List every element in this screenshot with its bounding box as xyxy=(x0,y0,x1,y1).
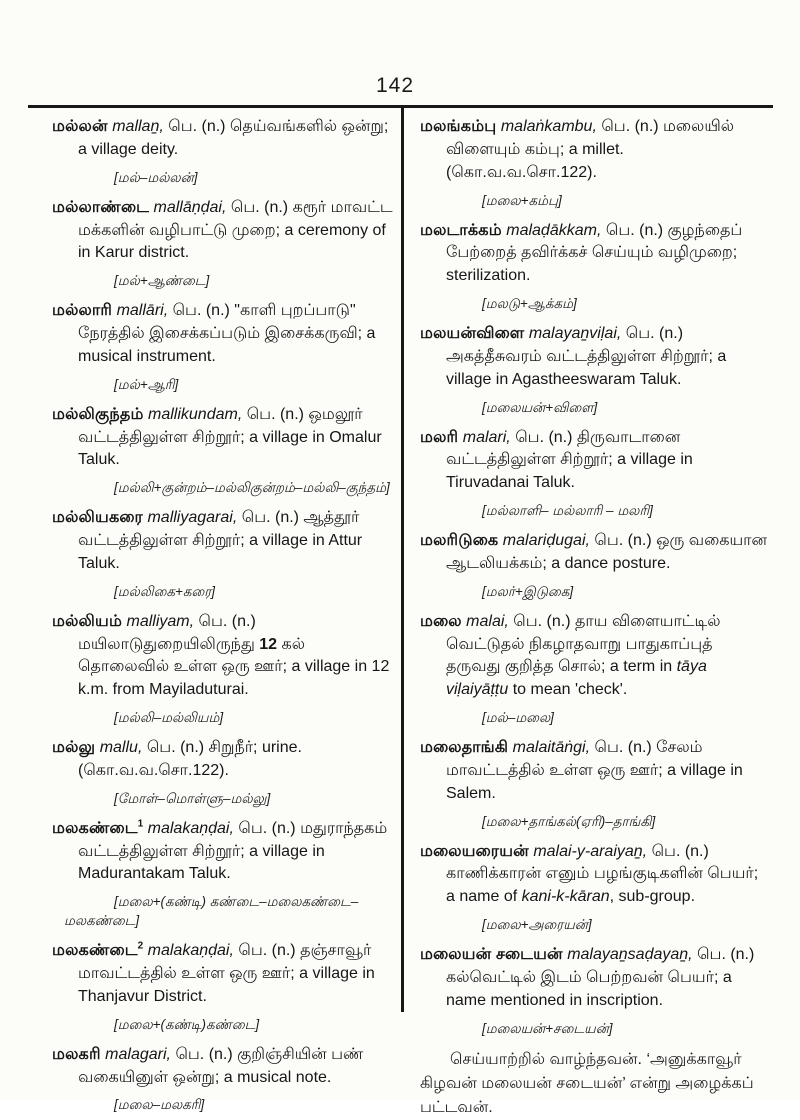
entry-definition: பெ. (n.) காணிக்காரன் எனும் பழங்குடிகளின் பெயர்; a name of kani-k-kāran, sub-group. xyxy=(446,842,759,906)
entry-etymology: [மலை–மலகரி] xyxy=(114,1097,205,1113)
entry-transliteration: mallaṉ, xyxy=(112,118,164,135)
entry-transliteration: malai-y-araiyaṉ, xyxy=(533,842,648,860)
entry-etymology: [மல்+ஆண்டை] xyxy=(114,273,210,289)
entry-definition: பெ. (n.) ஒமலூர் வட்டத்திலுள்ள சிற்றூர்; a village in Omalur Taluk. xyxy=(78,405,382,469)
dictionary-entry xyxy=(420,530,768,576)
entry-definition: பெ. (n.) கல்வெட்டில் இடம் பெற்றவன் பெயர்; a name mentioned in inscription. xyxy=(446,946,755,1009)
entry-headword: மல்லன் xyxy=(52,118,108,135)
entry-headword: மலரி xyxy=(420,428,459,446)
entry-headword: மலைதாங்கி xyxy=(420,739,509,757)
dictionary-entry xyxy=(420,841,768,910)
entry-transliteration: malliyam, xyxy=(126,612,195,630)
entry-headword: மல்லாரி xyxy=(52,302,113,320)
entry-transliteration: malariḍugai, xyxy=(502,532,590,550)
dictionary-entry xyxy=(420,944,768,1013)
entry-homograph-number: 2 xyxy=(137,940,144,952)
entry-transliteration: malakaṇḍai, xyxy=(147,819,234,837)
entry-homograph-number: 1 xyxy=(137,818,144,830)
entry-etymology: [மலையன்+விளை] xyxy=(482,399,598,415)
entry-definition: பெ. (n.) தாய விளையாட்டில் வெட்டுதல் நிகழாதவாறு பாதுகாப்புத் தருவது குறித்த சொல்; a term in tāya viḷaiyāṭṭu to mean 'check'. xyxy=(446,612,721,699)
entry-transliteration: malaitāṅgi, xyxy=(512,739,591,757)
entry-transliteration: mallu, xyxy=(99,739,143,757)
entry-etymology: [மலையன்+சடையன்] xyxy=(482,1020,613,1036)
entry-etymology: [மல்–மல்லன்] xyxy=(114,169,198,185)
dictionary-entry xyxy=(52,737,394,783)
entry-headword: மலடாக்கம் xyxy=(420,221,502,239)
entry-transliteration: mallāṇḍai, xyxy=(153,198,227,216)
dictionary-entry xyxy=(420,220,768,289)
entry-etymology: [மலடு+ஆக்கம்] xyxy=(482,296,577,312)
entry-transliteration: malliyagarai, xyxy=(147,509,238,527)
entry-headword: மலகண்டை xyxy=(52,819,138,837)
right-column xyxy=(420,116,768,1116)
entry-definition: பெ. (n.) தெய்வங்களில் ஒன்று; a village deity. xyxy=(78,118,389,158)
dictionary-entry xyxy=(420,427,768,496)
entry-definition: பெ. (n.) குழந்தைப் பேற்றைத் தவிர்க்கச் செய்யும் வழிமுறை; sterilization. xyxy=(446,221,743,285)
entry-definition: பெ. (n.) கரூர் மாவட்ட மக்களின் வழிபாட்டு முறை; a ceremony of in Karur district. xyxy=(78,198,393,262)
entry-headword: மலகண்டை xyxy=(52,942,138,960)
entry-etymology: [மலை+(கண்டி)கண்டை] xyxy=(114,1016,260,1032)
dictionary-entry xyxy=(52,818,394,887)
entry-definition: பெ. (n.) மயிலாடுதுறையிலிருந்து 12 கல் தொலைவில் உள்ள ஒரு ஊர்; a village in 12 k.m. from Mayiladuturai. xyxy=(78,612,390,699)
entry-headword: மலங்கம்பு xyxy=(420,118,497,135)
entry-etymology: [மல்லி–மல்லியம்] xyxy=(114,710,224,726)
dictionary-entry xyxy=(52,404,394,473)
entry-headword: மலயன்விளை xyxy=(420,325,525,343)
dictionary-entry xyxy=(52,940,394,1009)
entry-definition: பெ. (n.) அகத்தீசுவரம் வட்டத்திலுள்ள சிற்றூர்; a village in Agastheeswaram Taluk. xyxy=(446,325,727,388)
entry-transliteration: malari, xyxy=(462,428,511,446)
entry-definition: பெ. (n.) ஆத்தூர் வட்டத்திலுள்ள சிற்றூர்; a village in Attur Taluk. xyxy=(78,509,363,572)
entry-headword: மல்லியம் xyxy=(52,612,123,630)
entry-transliteration: malaṅkambu, xyxy=(500,118,597,135)
entry-definition: பெ. (n.) "காளி புறப்பாடு" நேரத்தில் இசைக்கப்படும் இசைக்கருவி; a musical instrument. xyxy=(78,302,376,365)
entry-etymology: [மல்லாளி– மல்லாரி – மலரி] xyxy=(482,503,653,519)
dictionary-entry xyxy=(52,611,394,703)
entry-definition: பெ. (n.) சேலம் மாவட்டத்தில் உள்ள ஒரு ஊர்; a village in Salem. xyxy=(446,739,743,802)
entry-transliteration: malaḍākkam, xyxy=(506,221,602,239)
entry-headword: மலையரையன் xyxy=(420,842,529,860)
column-divider xyxy=(401,105,404,1012)
dictionary-entry xyxy=(420,737,768,806)
dictionary-entry xyxy=(52,300,394,369)
entry-headword: மல்லு xyxy=(52,739,96,757)
entry-etymology: [மலை+அரையன்] xyxy=(482,917,592,933)
entry-definition: பெ. (n.) தஞ்சாவூர் மாவட்டத்தில் உள்ள ஒரு ஊர்; a village in Thanjavur District. xyxy=(78,942,375,1005)
entry-headword: மலையன் சடையன் xyxy=(420,946,563,964)
entry-etymology: [மல்–மலை] xyxy=(482,710,554,726)
entry-etymology: [மல்லிகை+கரை] xyxy=(114,583,215,599)
entry-transliteration: mallikundam, xyxy=(148,405,243,423)
entry-etymology: [மல்+ஆரி] xyxy=(114,376,179,392)
dictionary-entry xyxy=(420,116,768,185)
entry-transliteration: mallāri, xyxy=(116,302,169,320)
entry-headword: மல்லியகரை xyxy=(52,509,144,527)
entry-transliteration: malayaṉsaḍayaṉ, xyxy=(567,946,693,964)
entry-etymology: [மோள்–மொள்ளு–மல்லு] xyxy=(114,790,271,806)
dictionary-entry xyxy=(52,1044,394,1090)
page-number: 142 xyxy=(375,74,415,97)
entry-etymology: [மலர்+இடுகை] xyxy=(482,583,574,599)
entry-headword: மலரிடுகை xyxy=(420,532,499,550)
entry-etymology: [மலை+கம்பு] xyxy=(482,192,562,208)
entry-definition: பெ. (n.) மலையில் விளையும் கம்பு; a millet. (கொ.வ.வ.சொ.122). xyxy=(446,118,735,181)
dictionary-entry xyxy=(52,507,394,576)
entry-transliteration: malagari, xyxy=(105,1045,171,1063)
dictionary-entry xyxy=(52,116,394,162)
entry-transliteration: malai, xyxy=(466,612,509,630)
entry-etymology: [மலை+(கண்டி) கண்டை–மலைகண்டை–மலகண்டை] xyxy=(64,894,359,929)
entry-definition: பெ. (n.) ஒரு வகையான ஆடலியக்கம்; a dance posture. xyxy=(446,532,768,572)
dictionary-entry xyxy=(52,197,394,266)
entry-headword: மலகரி xyxy=(52,1045,101,1063)
entry-definition: பெ. (n.) குறிஞ்சியின் பண் வகையினுள் ஒன்று; a musical note. xyxy=(78,1045,364,1086)
left-column xyxy=(52,116,394,1113)
entry-definition: பெ. (n.) திருவாடானை வட்டத்திலுள்ள சிற்றூர்; a village in Tiruvadanai Taluk. xyxy=(446,428,693,492)
entry-etymology: [மலை+தாங்கல்(ஏரி)–தாங்கி] xyxy=(482,813,656,829)
entry-headword: மல்லாண்டை xyxy=(52,198,150,216)
entry-headword: மல்லிகுந்தம் xyxy=(52,405,144,423)
entry-definition: பெ. (n.) மதுராந்தகம் வட்டத்திலுள்ள சிற்றூர்; a village in Madurantakam Taluk. xyxy=(78,819,388,883)
entry-etymology: [மல்லி+குன்றம்–மல்லிகுன்றம்–மல்லி–குந்தம்] xyxy=(114,480,390,496)
entry-transliteration: malakaṇḍai, xyxy=(147,942,234,960)
entry-transliteration: malayaṉviḷai, xyxy=(528,325,622,343)
entry-note: செய்யாற்றில் வாழ்ந்தவன். ‘அனுக்காவூர் கிழவன் மலையன் சடையன்’ என்று அழைக்கப் பட்டவன். xyxy=(420,1050,754,1116)
dictionary-entry xyxy=(420,611,768,703)
dictionary-entry xyxy=(420,323,768,392)
entry-headword: மலை xyxy=(420,612,462,630)
entry-definition: பெ. (n.) சிறுநீர்; urine. (கொ.வ.வ.சொ.122). xyxy=(78,739,302,779)
